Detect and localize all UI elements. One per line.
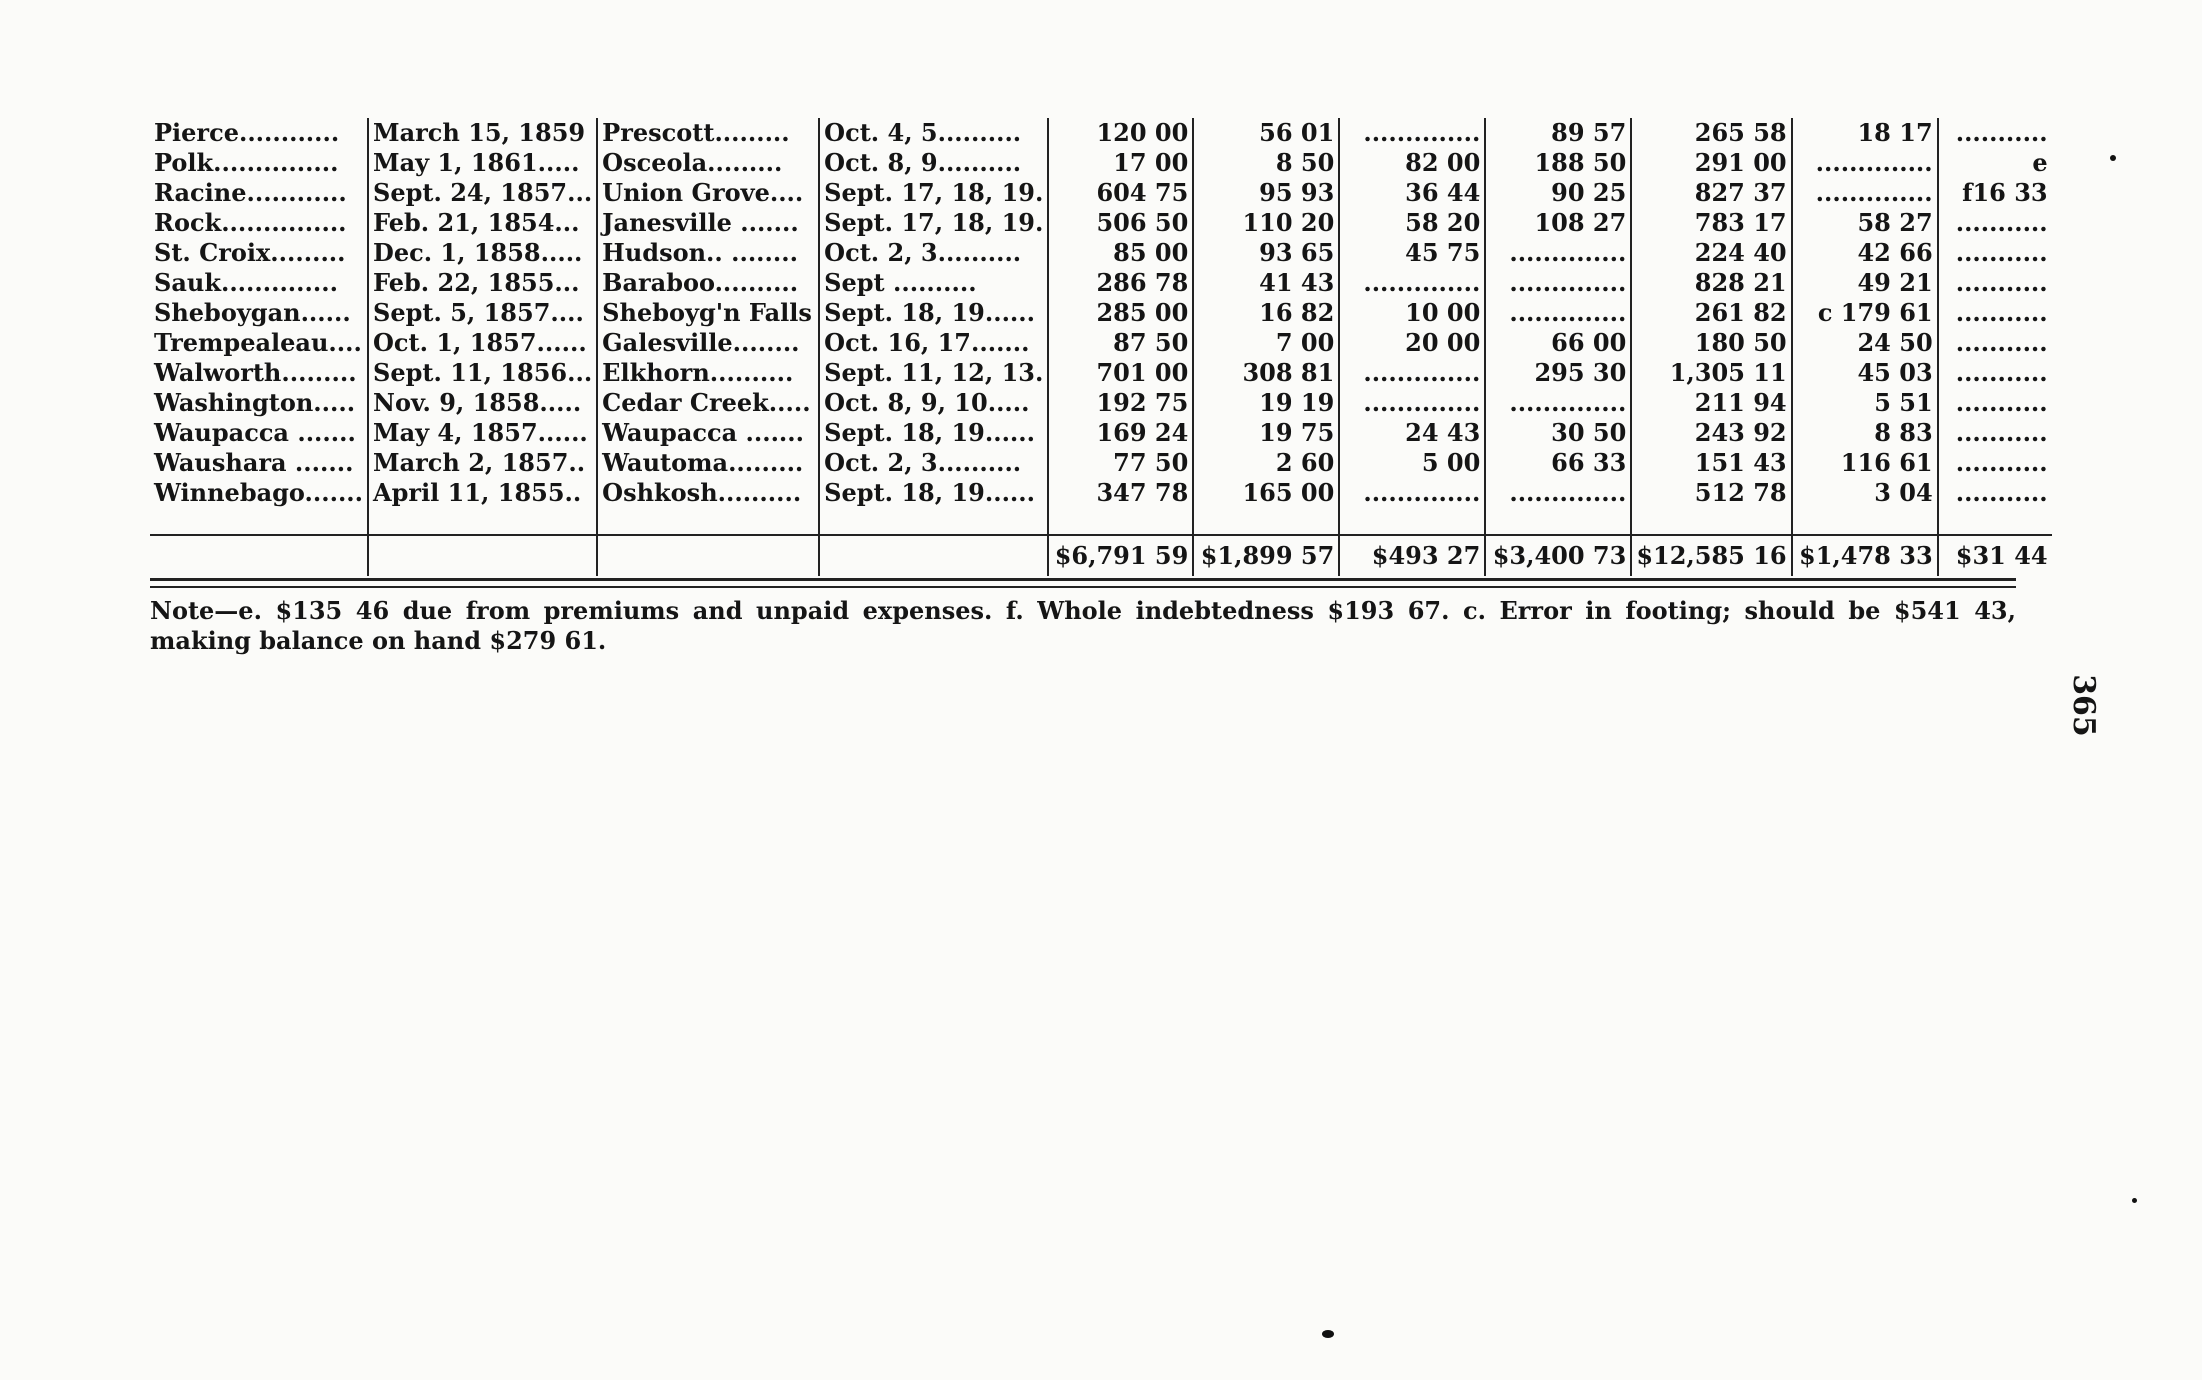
cell-fair_dates: Oct. 2, 3..........: [819, 448, 1048, 478]
cell-county: Waupacca .......: [154, 418, 356, 447]
cell-c3: ..............: [1339, 268, 1485, 298]
cell-c7: ...........: [1938, 118, 2052, 148]
cell-county: Washington.....: [154, 388, 356, 417]
cell-c3: ..............: [1339, 358, 1485, 388]
double-rule: [150, 578, 2016, 588]
cell-c6: ..............: [1792, 148, 1938, 178]
cell-organized: Dec. 1, 1858.....: [368, 238, 597, 268]
cell-fair_dates: Oct. 2, 3..........: [819, 238, 1048, 268]
cell-organized: May 1, 1861.....: [368, 148, 597, 178]
cell-place: Osceola.........: [597, 148, 819, 178]
cell-c6: 42 66: [1792, 238, 1938, 268]
cell-c2: 110 20: [1193, 208, 1339, 238]
total-blank: [368, 535, 597, 576]
spacer-cell: [1792, 508, 1938, 535]
total-blank: [150, 535, 368, 576]
cell-place: Sheboyg'n Falls: [597, 298, 819, 328]
cell-c2: 165 00: [1193, 478, 1339, 508]
cell-c1: 285 00: [1048, 298, 1193, 328]
total-c3: $493 27: [1339, 535, 1485, 576]
cell-c5: 151 43: [1631, 448, 1791, 478]
cell-c6: 5 51: [1792, 388, 1938, 418]
cell-c7: f16 33: [1938, 178, 2052, 208]
total-c4: $3,400 73: [1485, 535, 1631, 576]
cell-fair_dates: Sept. 18, 19......: [819, 298, 1048, 328]
cell-c2: 95 93: [1193, 178, 1339, 208]
cell-c2: 308 81: [1193, 358, 1339, 388]
cell-c3: 36 44: [1339, 178, 1485, 208]
table-row: [150, 418, 2052, 448]
cell-c7: ...........: [1938, 298, 2052, 328]
table-row: [150, 178, 2052, 208]
cell-c7: ...........: [1938, 418, 2052, 448]
cell-c7: ...........: [1938, 478, 2052, 508]
cell-c7: ...........: [1938, 388, 2052, 418]
total-c7: $31 44: [1938, 535, 2052, 576]
cell-c3: 58 20: [1339, 208, 1485, 238]
ink-speck: [2132, 1198, 2137, 1203]
cell-c5: 512 78: [1631, 478, 1791, 508]
cell-organized: Sept. 24, 1857...: [368, 178, 597, 208]
cell-place: Waupacca .......: [597, 418, 819, 448]
cell-county: Sauk..............: [154, 268, 338, 297]
cell-c1: 87 50: [1048, 328, 1193, 358]
cell-place: Prescott.........: [597, 118, 819, 148]
cell-county: Rock...............: [154, 208, 347, 237]
cell-c7: ...........: [1938, 448, 2052, 478]
cell-county: Trempealeau....: [154, 328, 362, 357]
spacer-cell: [1048, 508, 1193, 535]
table-row: [150, 448, 2052, 478]
page-number: 365: [2065, 674, 2101, 737]
cell-organized: Feb. 21, 1854...: [368, 208, 597, 238]
cell-c4: 66 33: [1485, 448, 1631, 478]
cell-fair_dates: Sept. 18, 19......: [819, 418, 1048, 448]
cell-c4: ..............: [1485, 478, 1631, 508]
cell-c3: 24 43: [1339, 418, 1485, 448]
spacer-cell: [1631, 508, 1791, 535]
cell-place: Wautoma.........: [597, 448, 819, 478]
cell-c2: 93 65: [1193, 238, 1339, 268]
spacer-cell: [1193, 508, 1339, 535]
cell-c5: 291 00: [1631, 148, 1791, 178]
cell-county: Polk...............: [154, 148, 339, 177]
table-row: [150, 358, 2052, 388]
cell-c2: 56 01: [1193, 118, 1339, 148]
cell-c1: 701 00: [1048, 358, 1193, 388]
cell-c7: ...........: [1938, 328, 2052, 358]
table-row: [150, 388, 2052, 418]
cell-organized: Sept. 11, 1856...: [368, 358, 597, 388]
cell-c3: ..............: [1339, 388, 1485, 418]
cell-c7: ...........: [1938, 238, 2052, 268]
county-fair-table: [150, 118, 2052, 576]
total-c1: $6,791 59: [1048, 535, 1193, 576]
table-row: [150, 298, 2052, 328]
spacer-cell: [1938, 508, 2052, 535]
cell-fair_dates: Oct. 8, 9, 10.....: [819, 388, 1048, 418]
cell-c2: 19 19: [1193, 388, 1339, 418]
cell-fair_dates: Sept. 18, 19......: [819, 478, 1048, 508]
cell-c6: 3 04: [1792, 478, 1938, 508]
cell-c6: ..............: [1792, 178, 1938, 208]
cell-c6: c 179 61: [1792, 298, 1938, 328]
cell-fair_dates: Sept. 11, 12, 13.: [819, 358, 1048, 388]
table-row: [150, 478, 2052, 508]
cell-county: Racine............: [154, 178, 347, 207]
cell-c2: 19 75: [1193, 418, 1339, 448]
cell-county: St. Croix.........: [154, 238, 346, 267]
cell-c5: 828 21: [1631, 268, 1791, 298]
cell-c1: 286 78: [1048, 268, 1193, 298]
cell-c7: ...........: [1938, 268, 2052, 298]
cell-county: Winnebago.......: [154, 478, 364, 507]
cell-c5: 261 82: [1631, 298, 1791, 328]
cell-organized: Oct. 1, 1857......: [368, 328, 597, 358]
total-c6: $1,478 33: [1792, 535, 1938, 576]
cell-c5: 783 17: [1631, 208, 1791, 238]
cell-c2: 2 60: [1193, 448, 1339, 478]
cell-c1: 506 50: [1048, 208, 1193, 238]
cell-county: Walworth.........: [154, 358, 357, 387]
cell-c3: ..............: [1339, 118, 1485, 148]
cell-c3: 10 00: [1339, 298, 1485, 328]
cell-c7: e: [1938, 148, 2052, 178]
cell-fair_dates: Sept. 17, 18, 19.: [819, 178, 1048, 208]
spacer-row: [150, 508, 2052, 535]
cell-c3: 82 00: [1339, 148, 1485, 178]
cell-c1: 120 00: [1048, 118, 1193, 148]
cell-fair_dates: Oct. 4, 5..........: [819, 118, 1048, 148]
cell-c6: 58 27: [1792, 208, 1938, 238]
cell-c6: 116 61: [1792, 448, 1938, 478]
spacer-cell: [150, 508, 368, 535]
spacer-cell: [1339, 508, 1485, 535]
totals-row: [150, 535, 2052, 576]
cell-organized: March 2, 1857..: [368, 448, 597, 478]
cell-c1: 77 50: [1048, 448, 1193, 478]
cell-place: Oshkosh..........: [597, 478, 819, 508]
cell-organized: Sept. 5, 1857....: [368, 298, 597, 328]
cell-fair_dates: Oct. 8, 9..........: [819, 148, 1048, 178]
cell-c1: 347 78: [1048, 478, 1193, 508]
cell-c5: 1,305 11: [1631, 358, 1791, 388]
cell-place: Baraboo..........: [597, 268, 819, 298]
total-blank: [597, 535, 819, 576]
cell-fair_dates: Oct. 16, 17.......: [819, 328, 1048, 358]
cell-c3: ..............: [1339, 478, 1485, 508]
cell-organized: April 11, 1855..: [368, 478, 597, 508]
cell-county: Waushara .......: [154, 448, 354, 477]
total-c5: $12,585 16: [1631, 535, 1791, 576]
table-row: [150, 148, 2052, 178]
total-blank: [819, 535, 1048, 576]
cell-c2: 7 00: [1193, 328, 1339, 358]
cell-c4: 295 30: [1485, 358, 1631, 388]
cell-c1: 169 24: [1048, 418, 1193, 448]
cell-county: Pierce............: [154, 118, 340, 147]
cell-c4: 188 50: [1485, 148, 1631, 178]
cell-c4: ..............: [1485, 388, 1631, 418]
spacer-cell: [368, 508, 597, 535]
cell-c3: 45 75: [1339, 238, 1485, 268]
total-c2: $1,899 57: [1193, 535, 1339, 576]
table-row: [150, 208, 2052, 238]
spacer-cell: [597, 508, 819, 535]
footnote: Note—e. $135 46 due from premiums and unpaid expenses. f. Whole indebtedness $193 67. c. Error in footing; should be $541 43, making balance on hand $279 61.: [150, 596, 2016, 655]
cell-place: Galesville........: [597, 328, 819, 358]
cell-c1: 17 00: [1048, 148, 1193, 178]
cell-place: Janesville .......: [597, 208, 819, 238]
cell-c4: 66 00: [1485, 328, 1631, 358]
cell-c5: 827 37: [1631, 178, 1791, 208]
cell-c1: 604 75: [1048, 178, 1193, 208]
ink-speck: [1322, 1330, 1334, 1338]
spacer-cell: [819, 508, 1048, 535]
cell-c5: 224 40: [1631, 238, 1791, 268]
cell-c3: 20 00: [1339, 328, 1485, 358]
cell-c4: 90 25: [1485, 178, 1631, 208]
ink-speck: [2110, 155, 2116, 161]
cell-place: Elkhorn..........: [597, 358, 819, 388]
cell-c7: ...........: [1938, 358, 2052, 388]
cell-organized: March 15, 1859: [368, 118, 597, 148]
cell-county: Sheboygan......: [154, 298, 351, 327]
cell-c3: 5 00: [1339, 448, 1485, 478]
cell-c4: ..............: [1485, 268, 1631, 298]
cell-c4: ..............: [1485, 298, 1631, 328]
cell-c6: 24 50: [1792, 328, 1938, 358]
cell-c1: 85 00: [1048, 238, 1193, 268]
cell-c1: 192 75: [1048, 388, 1193, 418]
cell-c4: 108 27: [1485, 208, 1631, 238]
table-row: [150, 328, 2052, 358]
cell-c6: 45 03: [1792, 358, 1938, 388]
cell-c2: 41 43: [1193, 268, 1339, 298]
cell-organized: Nov. 9, 1858.....: [368, 388, 597, 418]
cell-c6: 8 83: [1792, 418, 1938, 448]
cell-place: Union Grove....: [597, 178, 819, 208]
cell-place: Cedar Creek.....: [597, 388, 819, 418]
cell-c2: 16 82: [1193, 298, 1339, 328]
cell-c5: 243 92: [1631, 418, 1791, 448]
spacer-cell: [1485, 508, 1631, 535]
table-row: [150, 238, 2052, 268]
cell-c6: 49 21: [1792, 268, 1938, 298]
cell-fair_dates: Sept ..........: [819, 268, 1048, 298]
cell-c7: ...........: [1938, 208, 2052, 238]
table-row: [150, 268, 2052, 298]
cell-fair_dates: Sept. 17, 18, 19.: [819, 208, 1048, 238]
cell-c4: ..............: [1485, 238, 1631, 268]
cell-place: Hudson.. ........: [597, 238, 819, 268]
table-body: [150, 118, 2052, 576]
table-row: [150, 118, 2052, 148]
cell-c5: 265 58: [1631, 118, 1791, 148]
cell-c4: 89 57: [1485, 118, 1631, 148]
cell-c4: 30 50: [1485, 418, 1631, 448]
cell-organized: May 4, 1857......: [368, 418, 597, 448]
cell-c5: 211 94: [1631, 388, 1791, 418]
cell-c2: 8 50: [1193, 148, 1339, 178]
cell-c5: 180 50: [1631, 328, 1791, 358]
cell-organized: Feb. 22, 1855...: [368, 268, 597, 298]
cell-c6: 18 17: [1792, 118, 1938, 148]
